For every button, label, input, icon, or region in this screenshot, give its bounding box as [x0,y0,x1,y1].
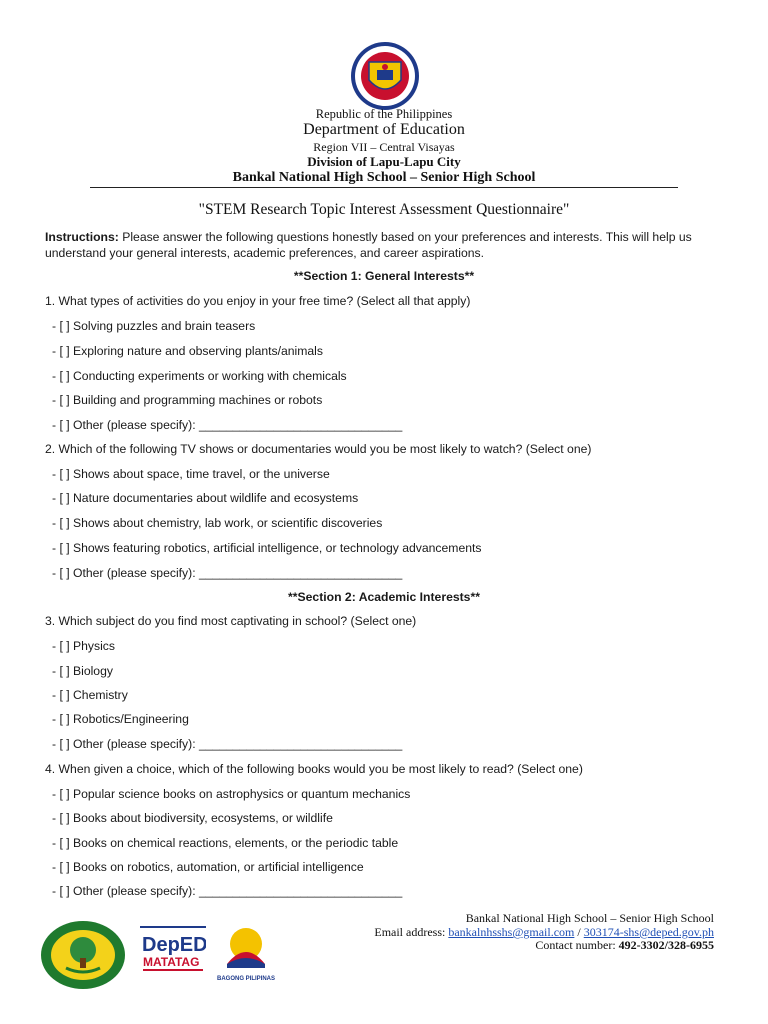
question-2-option[interactable]: - [ ] Nature documentaries about wildlife and ecosystems [52,491,359,505]
question-4-option[interactable]: - [ ] Other (please specify): ______________________________ [52,884,403,898]
department-line: Department of Education [303,121,465,138]
question-1-option[interactable]: - [ ] Building and programming machines or robots [52,393,323,407]
footer-contact-number: 492-3302/328-6955 [618,938,714,952]
question-2-option[interactable]: - [ ] Other (please specify): ______________________________ [52,566,403,580]
division-line: Division of Lapu-Lapu City [307,154,461,169]
question-4-option[interactable]: - [ ] Popular science books on astrophysics or quantum mechanics [52,787,411,801]
footer-contact [535,938,714,953]
header-divider [90,187,678,188]
footer-contact-label: Contact number: [535,938,619,952]
question-4-option[interactable]: - [ ] Books on chemical reactions, elements, or the periodic table [52,836,399,850]
question-3-option[interactable]: - [ ] Physics [52,639,115,653]
question-2-option[interactable]: - [ ] Shows about space, time travel, or the universe [52,467,330,481]
matatag-logo-text: MATATAG [143,955,200,969]
bagong-pilipinas-logo [215,922,277,986]
question-4-option[interactable]: - [ ] Books about biodiversity, ecosystems, or wildlife [52,811,333,825]
question-2-option[interactable]: - [ ] Shows about chemistry, lab work, or scientific discoveries [52,516,383,530]
email-link-deped[interactable]: 303174-shs@deped.gov.ph [583,925,714,939]
instructions [45,230,725,261]
question-3: 3. Which subject do you find most captivating in school? (Select one) [45,614,417,628]
bagong-pilipinas-text: BAGONG PILIPINAS [216,976,276,982]
question-4-option[interactable]: - [ ] Books on robotics, automation, or artificial intelligence [52,860,364,874]
section-2-heading: **Section 2: Academic Interests** [288,590,480,604]
region-line: Region VII – Central Visayas [313,140,455,154]
deped-matatag-logo [140,926,206,978]
question-3-option[interactable]: - [ ] Other (please specify): ______________________________ [52,737,403,751]
bnhs-logo [40,920,126,990]
republic-line: Republic of the Philippines [315,107,453,121]
question-2: 2. Which of the following TV shows or documentaries would you be most likely to watch? (Select one) [45,442,592,456]
question-1-option[interactable]: - [ ] Conducting experiments or working with chemicals [52,369,347,383]
question-2-option[interactable]: - [ ] Shows featuring robotics, artificial intelligence, or technology advancements [52,541,482,555]
instructions-text: Please answer the following questions honestly based on your preferences and interests. This will help us understand your general interests, academic preferences, and career aspirations. [45,230,692,260]
question-4: 4. When given a choice, which of the following books would you be most likely to read? (Select one) [45,762,583,776]
question-3-option[interactable]: - [ ] Chemistry [52,688,128,702]
document-title: "STEM Research Topic Interest Assessment Questionnaire" [198,201,570,218]
instructions-label: Instructions: [45,230,119,244]
question-3-option[interactable]: - [ ] Biology [52,664,113,678]
deped-seal [341,40,429,112]
question-1-option[interactable]: - [ ] Exploring nature and observing plants/animals [52,344,323,358]
footer-school: Bankal National High School – Senior High School [465,911,714,925]
section-1-heading: **Section 1: General Interests** [293,269,475,283]
school-line: Bankal National High School – Senior High School [232,170,536,185]
footer-email-label: Email address: [374,925,449,939]
question-1-option[interactable]: - [ ] Other (please specify): ______________________________ [52,418,403,432]
question-1-option[interactable]: - [ ] Solving puzzles and brain teasers [52,319,256,333]
deped-logo-text: DepED [142,934,206,956]
question-3-option[interactable]: - [ ] Robotics/Engineering [52,712,189,726]
email-link-gmail[interactable]: bankalnhsshs@gmail.com [448,925,575,939]
footer-email-separator: / [574,925,584,939]
question-1: 1. What types of activities do you enjoy in your free time? (Select all that apply) [45,294,471,308]
